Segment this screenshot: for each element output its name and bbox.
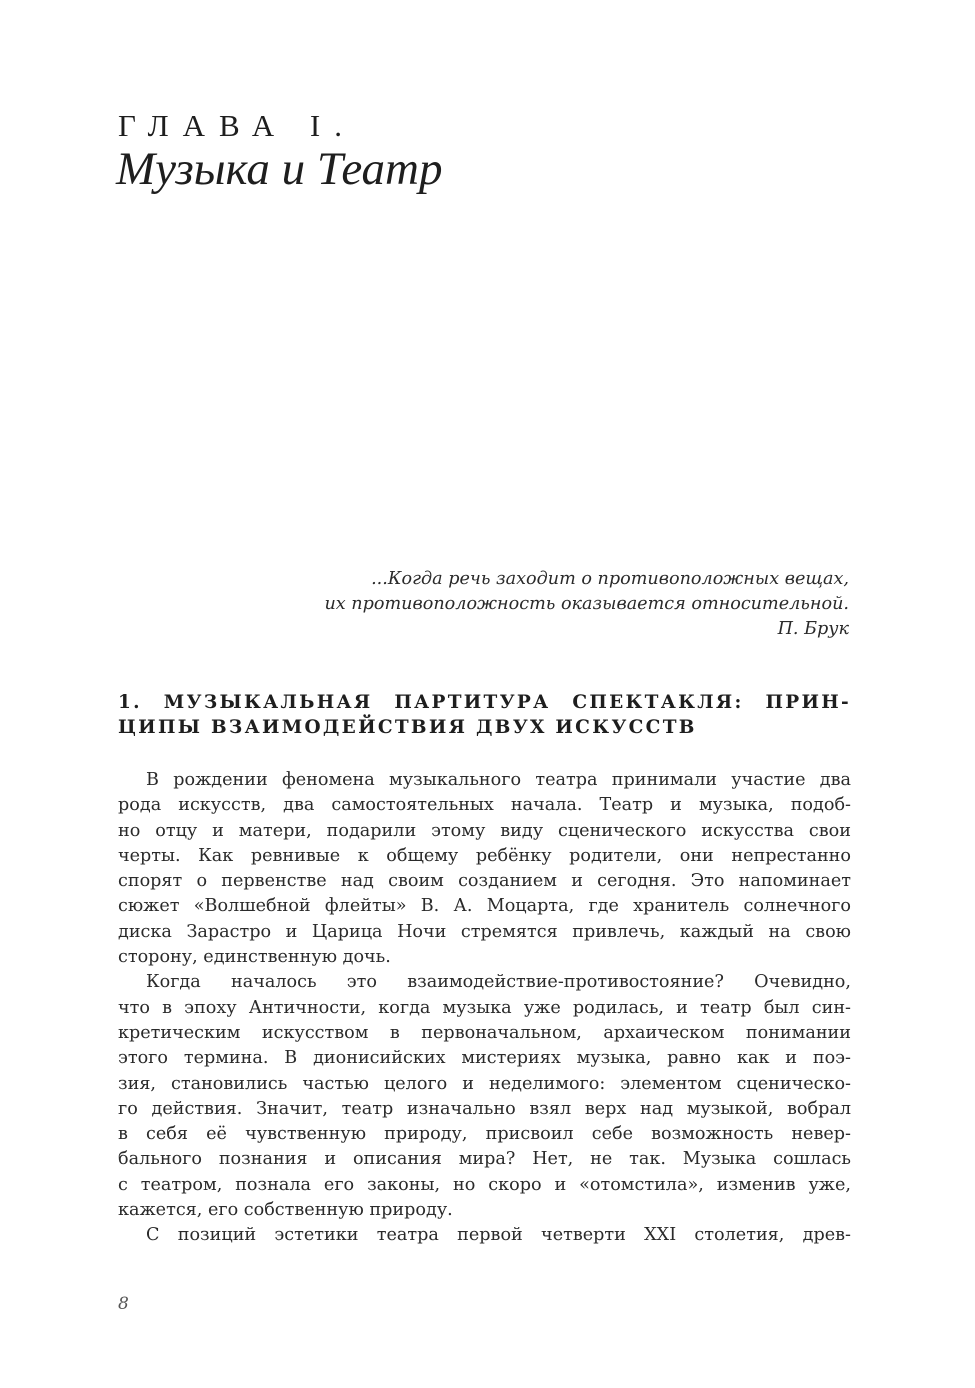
epigraph-line: их противоположность оказывается относительной.	[324, 594, 849, 614]
section-heading-line: 1. МУЗЫКАЛЬНАЯ ПАРТИТУРА СПЕКТАКЛЯ: ПРИН-	[118, 692, 851, 713]
body-text	[118, 768, 851, 1249]
epigraph	[249, 567, 849, 642]
body-line: кажется, его собственную природу.	[118, 1200, 453, 1221]
body-line: что в эпоху Античности, когда музыка уже родилась, и театр был син-	[118, 997, 851, 1018]
body-line: зия, становились частью целого и неделимого: элементом сценическо-	[118, 1073, 851, 1094]
body-line: спорят о первенстве над своим созданием и сегодня. Это напоминает	[118, 871, 851, 892]
body-line: го действия. Значит, театр изначально взял верх над музыкой, вобрал	[118, 1098, 851, 1119]
body-line: Когда началось это взаимодействие-противостояние? Очевидно,	[146, 972, 851, 993]
epigraph-author: П. Брук	[777, 619, 849, 639]
section-heading-line: ЦИПЫ ВЗАИМОДЕЙСТВИЯ ДВУХ ИСКУССТВ	[118, 717, 697, 738]
body-line: этого термина. В дионисийских мистериях музыка, равно как и поэ-	[118, 1048, 851, 1069]
chapter-label: ГЛАВА I.	[118, 108, 356, 143]
body-line: С позиций эстетики театра первой четверти XXI столетия, древ-	[146, 1225, 851, 1246]
body-line: В рождении феномена музыкального театра принимали участие два	[146, 770, 851, 790]
body-line: бального познания и описания мира? Нет, не так. Музыка сошлась	[118, 1149, 851, 1170]
chapter-title: Музыка и Театр	[116, 143, 443, 195]
body-line: с театром, познала его законы, но скоро и «отомстила», изменив уже,	[118, 1174, 851, 1195]
section-heading	[118, 690, 851, 740]
epigraph-line: ...Когда речь заходит о противоположных вещах,	[371, 569, 849, 589]
body-line: в себя её чувственную природу, присвоил себе возможность невер-	[118, 1124, 851, 1145]
body-line: кретическим искусством в первоначальном, архаическом понимании	[118, 1022, 851, 1043]
body-line: диска Зарастро и Царица Ночи стремятся привлечь, каждый на свою	[118, 921, 851, 942]
body-line: но отцу и матери, подарили этому виду сценического искусства свои	[118, 820, 851, 841]
body-line: сюжет «Волшебной флейты» В. А. Моцарта, где хранитель солнечного	[118, 896, 851, 917]
body-line: сторону, единственную дочь.	[118, 947, 391, 968]
page-number: 8	[118, 1294, 129, 1314]
body-line: рода искусств, два самостоятельных начала. Театр и музыка, подоб-	[118, 795, 851, 816]
body-line: черты. Как ревнивые к общему ребёнку родители, они непрестанно	[118, 845, 851, 866]
